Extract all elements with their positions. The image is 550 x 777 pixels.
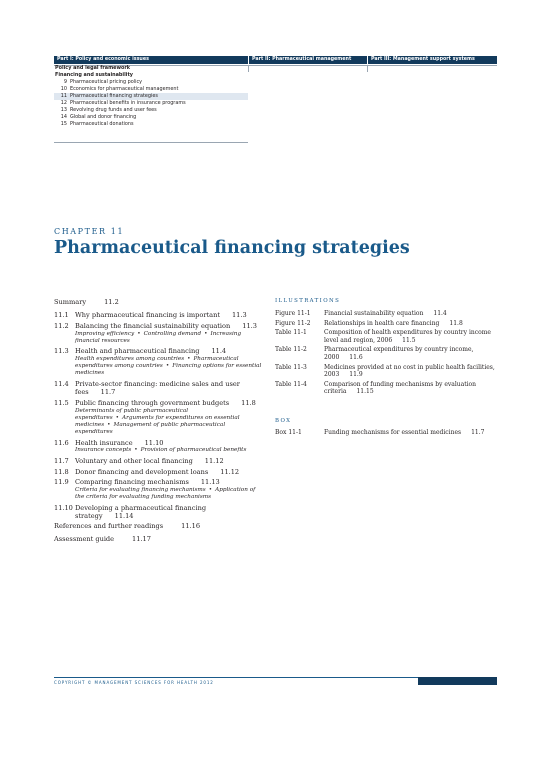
toc-entry-title: Comparing financing mechanisms: [75, 478, 189, 487]
nav-item-label: Pharmaceutical financing strategies: [70, 93, 158, 99]
toc-entry-title: Donor financing and development loans: [75, 467, 209, 476]
bullet-separator: •: [115, 414, 120, 421]
nav-item-number: 9: [63, 79, 67, 85]
nav-item-label: Pharmaceutical pricing policy: [70, 79, 143, 85]
toc-subtopic: Insurance concepts: [75, 447, 132, 454]
toc-section-number: 11.9: [54, 478, 69, 487]
part-3-tab[interactable]: Part III: Management support systems: [367, 56, 497, 64]
illustration-title: Financial sustainability equation: [324, 310, 424, 317]
illustration-item[interactable]: [275, 320, 497, 328]
toc-page-number: 11.12: [220, 467, 240, 476]
part-1-tab[interactable]: Part I: Policy and economic issues: [57, 57, 149, 62]
illustration-title: Comparison of funding mechanisms by evaluation criteria: [324, 380, 477, 396]
nav-item-chapter-13[interactable]: [54, 107, 157, 114]
nav-item-label: Economics for pharmaceutical management: [70, 86, 179, 92]
illustration-page: 11.4: [433, 310, 447, 317]
toc-entry-title: Summary: [54, 298, 87, 306]
toc-entry-11-5[interactable]: [54, 399, 264, 437]
nav-group-policy[interactable]: Policy and legal framework: [55, 65, 131, 71]
toc-page-number: 11.4: [211, 347, 227, 356]
toc-references[interactable]: [54, 522, 264, 530]
toc-entry-11-10[interactable]: [54, 504, 264, 520]
illustration-title: Relationships in health care financing: [324, 319, 440, 327]
nav-item-chapter-10[interactable]: [54, 86, 178, 93]
toc-page-number: 11.12: [204, 457, 224, 465]
nav-item-label: Pharmaceutical benefits in insurance programs: [70, 100, 186, 106]
toc-entry-11-4[interactable]: [54, 380, 264, 396]
bullet-separator: •: [107, 421, 111, 428]
nav-group-financing[interactable]: Financing and sustainability: [55, 72, 133, 78]
toc-subtopic: Increasing financial resources: [75, 330, 242, 344]
illustration-page: 11.9: [349, 371, 363, 379]
toc-section-number: 11.8: [54, 467, 69, 476]
toc-section-number: 11.7: [54, 457, 69, 465]
toc-entry-title: Why pharmaceutical financing is important: [75, 311, 220, 320]
illustration-item[interactable]: [275, 329, 497, 344]
toc-subtopic: Management of public pharmaceutical expenditures: [75, 421, 226, 436]
toc-entry-title: References and further readings: [54, 522, 164, 531]
bullet-separator: •: [208, 486, 213, 493]
illustrations-heading: ILLUSTRATIONS: [275, 298, 341, 304]
toc-entry-title: Health and pharmaceutical financing: [75, 347, 200, 356]
illustration-label: Table 11-4: [275, 380, 307, 388]
toc-subtopic: Provision of pharmaceutical benefits: [140, 447, 247, 454]
illustration-title: Medicines provided at no cost in public health facilities, 2003: [324, 363, 495, 379]
copyright-notice: COPYRIGHT © MANAGEMENT SCIENCES FOR HEALTH 2012: [54, 680, 214, 685]
toc-subtopics: [75, 356, 264, 378]
toc-entry-11-1[interactable]: [54, 311, 264, 319]
illustration-page: 11.8: [449, 319, 463, 327]
illustration-label: Figure 11-1: [275, 310, 311, 317]
toc-section-number: 11.4: [54, 380, 69, 388]
illustration-item[interactable]: [275, 310, 497, 318]
nav-item-chapter-9[interactable]: [54, 79, 142, 86]
toc-entry-title: Assessment guide: [54, 534, 115, 543]
toc-page-number: 11.13: [200, 478, 220, 487]
toc-subtopics: [75, 331, 264, 345]
toc-subtopics: [75, 487, 264, 501]
illustration-label: Figure 11-2: [275, 319, 311, 327]
chapter-nav-list: [54, 65, 497, 142]
toc-entry-title: Balancing the financial sustainability equation: [75, 321, 231, 330]
toc-subtopics: [75, 408, 264, 437]
toc-subtopics: [75, 447, 264, 454]
box-heading: BOX: [275, 418, 292, 424]
nav-item-number: 15: [60, 121, 67, 127]
toc-entry-11-7[interactable]: [54, 457, 264, 465]
nav-bottom-rule: [54, 142, 248, 143]
toc-subtopic: Financing options for essential medicines: [75, 363, 262, 377]
toc-section-number: 11.2: [54, 321, 69, 330]
illustration-page: 11.6: [349, 353, 363, 361]
illustration-label: Table 11-1: [275, 329, 307, 337]
toc-subtopic: Arguments for expenditures on essential medicines: [75, 414, 240, 428]
toc-entry-11-8[interactable]: [54, 468, 264, 476]
nav-item-number: 14: [60, 114, 67, 120]
toc-page-number: 11.8: [241, 398, 256, 407]
toc-entry-11-2[interactable]: [54, 322, 264, 345]
bullet-separator: •: [134, 447, 138, 454]
toc-subtopic: Determinants of public pharmaceutical expenditures: [75, 407, 189, 421]
bullet-separator: •: [204, 330, 208, 337]
box-page: 11.7: [471, 429, 485, 436]
toc-page-number: 11.2: [104, 298, 119, 306]
illustrations-list: [275, 310, 497, 398]
toc-page-number: 11.10: [144, 438, 164, 447]
toc-subtopic: Controlling demand: [143, 330, 202, 337]
toc-page-number: 11.7: [100, 388, 116, 397]
bullet-separator: •: [165, 363, 170, 370]
table-of-contents: [54, 298, 264, 545]
toc-entry-11-6[interactable]: [54, 439, 264, 455]
toc-entry-title: Public financing through government budgets: [75, 398, 230, 407]
nav-item-number: 10: [60, 86, 67, 92]
toc-subtopic: Pharmaceutical expenditures among countries: [75, 356, 239, 370]
toc-page-number: 11.3: [231, 311, 247, 320]
toc-subtopic: Improving efficiency: [75, 330, 135, 337]
nav-item-number: 12: [60, 100, 67, 106]
illustration-label: Table 11-2: [275, 346, 307, 354]
toc-entry-title: Health insurance: [75, 438, 133, 447]
toc-section-number: 11.1: [54, 311, 69, 320]
toc-entry-title: Voluntary and other local financing: [75, 457, 193, 465]
box-title: Funding mechanisms for essential medicines: [324, 429, 462, 436]
nav-item-label: Pharmaceutical donations: [70, 121, 134, 127]
illustration-title: Pharmaceutical expenditures by country income, 2000: [324, 346, 474, 361]
toc-summary[interactable]: [54, 298, 264, 306]
illustration-item[interactable]: [275, 346, 497, 361]
illustration-label: Table 11-3: [275, 363, 307, 371]
bullet-separator: •: [187, 356, 191, 362]
toc-subtopic: Health expenditures among countries: [75, 356, 185, 362]
part-nav-bar: [54, 56, 497, 64]
toc-page-number: 11.17: [132, 534, 151, 543]
toc-page-number: 11.14: [114, 511, 134, 520]
toc-entry-title: Private-sector financing: medicine sales and user fees: [75, 380, 240, 397]
illustration-page: 11.5: [402, 336, 416, 344]
illustration-title: Composition of health expenditures by country income level and region, 2006: [324, 329, 491, 344]
toc-page-number: 11.3: [242, 321, 257, 330]
toc-subtopic: Criteria for evaluating financing mechanisms: [75, 486, 206, 493]
toc-section-number: 11.5: [54, 398, 69, 407]
toc-page-number: 11.16: [181, 522, 201, 531]
box-label: Box 11-1: [275, 429, 302, 436]
nav-item-label: Revolving drug funds and user fees: [70, 107, 157, 113]
toc-entry-title: Developing a pharmaceutical financing strategy: [75, 503, 207, 520]
toc-section-number: 11.10: [54, 503, 73, 512]
box-item[interactable]: [275, 429, 497, 437]
toc-section-number: 11.3: [54, 347, 69, 356]
illustration-item[interactable]: [275, 364, 497, 379]
toc-subtopic: Application of the criteria for evaluating funding mechanisms: [75, 486, 256, 501]
chapter-label: CHAPTER 11: [54, 227, 125, 236]
toc-section-number: 11.6: [54, 438, 69, 447]
nav-item-label: Global and donor financing: [70, 114, 137, 120]
nav-item-chapter-15[interactable]: [54, 121, 134, 128]
nav-item-number: 13: [60, 107, 67, 113]
box-list: [275, 429, 497, 437]
bullet-separator: •: [137, 330, 141, 337]
nav-item-number: 11: [60, 93, 67, 99]
illustration-page: 11.15: [356, 388, 374, 396]
nav-item-chapter-14[interactable]: [54, 114, 136, 121]
nav-item-chapter-11-current[interactable]: [54, 93, 248, 100]
toc-entry-11-3[interactable]: [54, 347, 264, 377]
illustration-item[interactable]: [275, 381, 497, 396]
toc-entry-11-9[interactable]: [54, 478, 264, 501]
footer-color-block: [418, 677, 497, 685]
nav-item-chapter-12[interactable]: [54, 100, 186, 107]
chapter-title: Pharmaceutical financing strategies: [54, 238, 410, 258]
toc-assessment[interactable]: [54, 535, 264, 543]
part-2-tab[interactable]: Part II: Pharmaceutical management: [248, 56, 367, 64]
